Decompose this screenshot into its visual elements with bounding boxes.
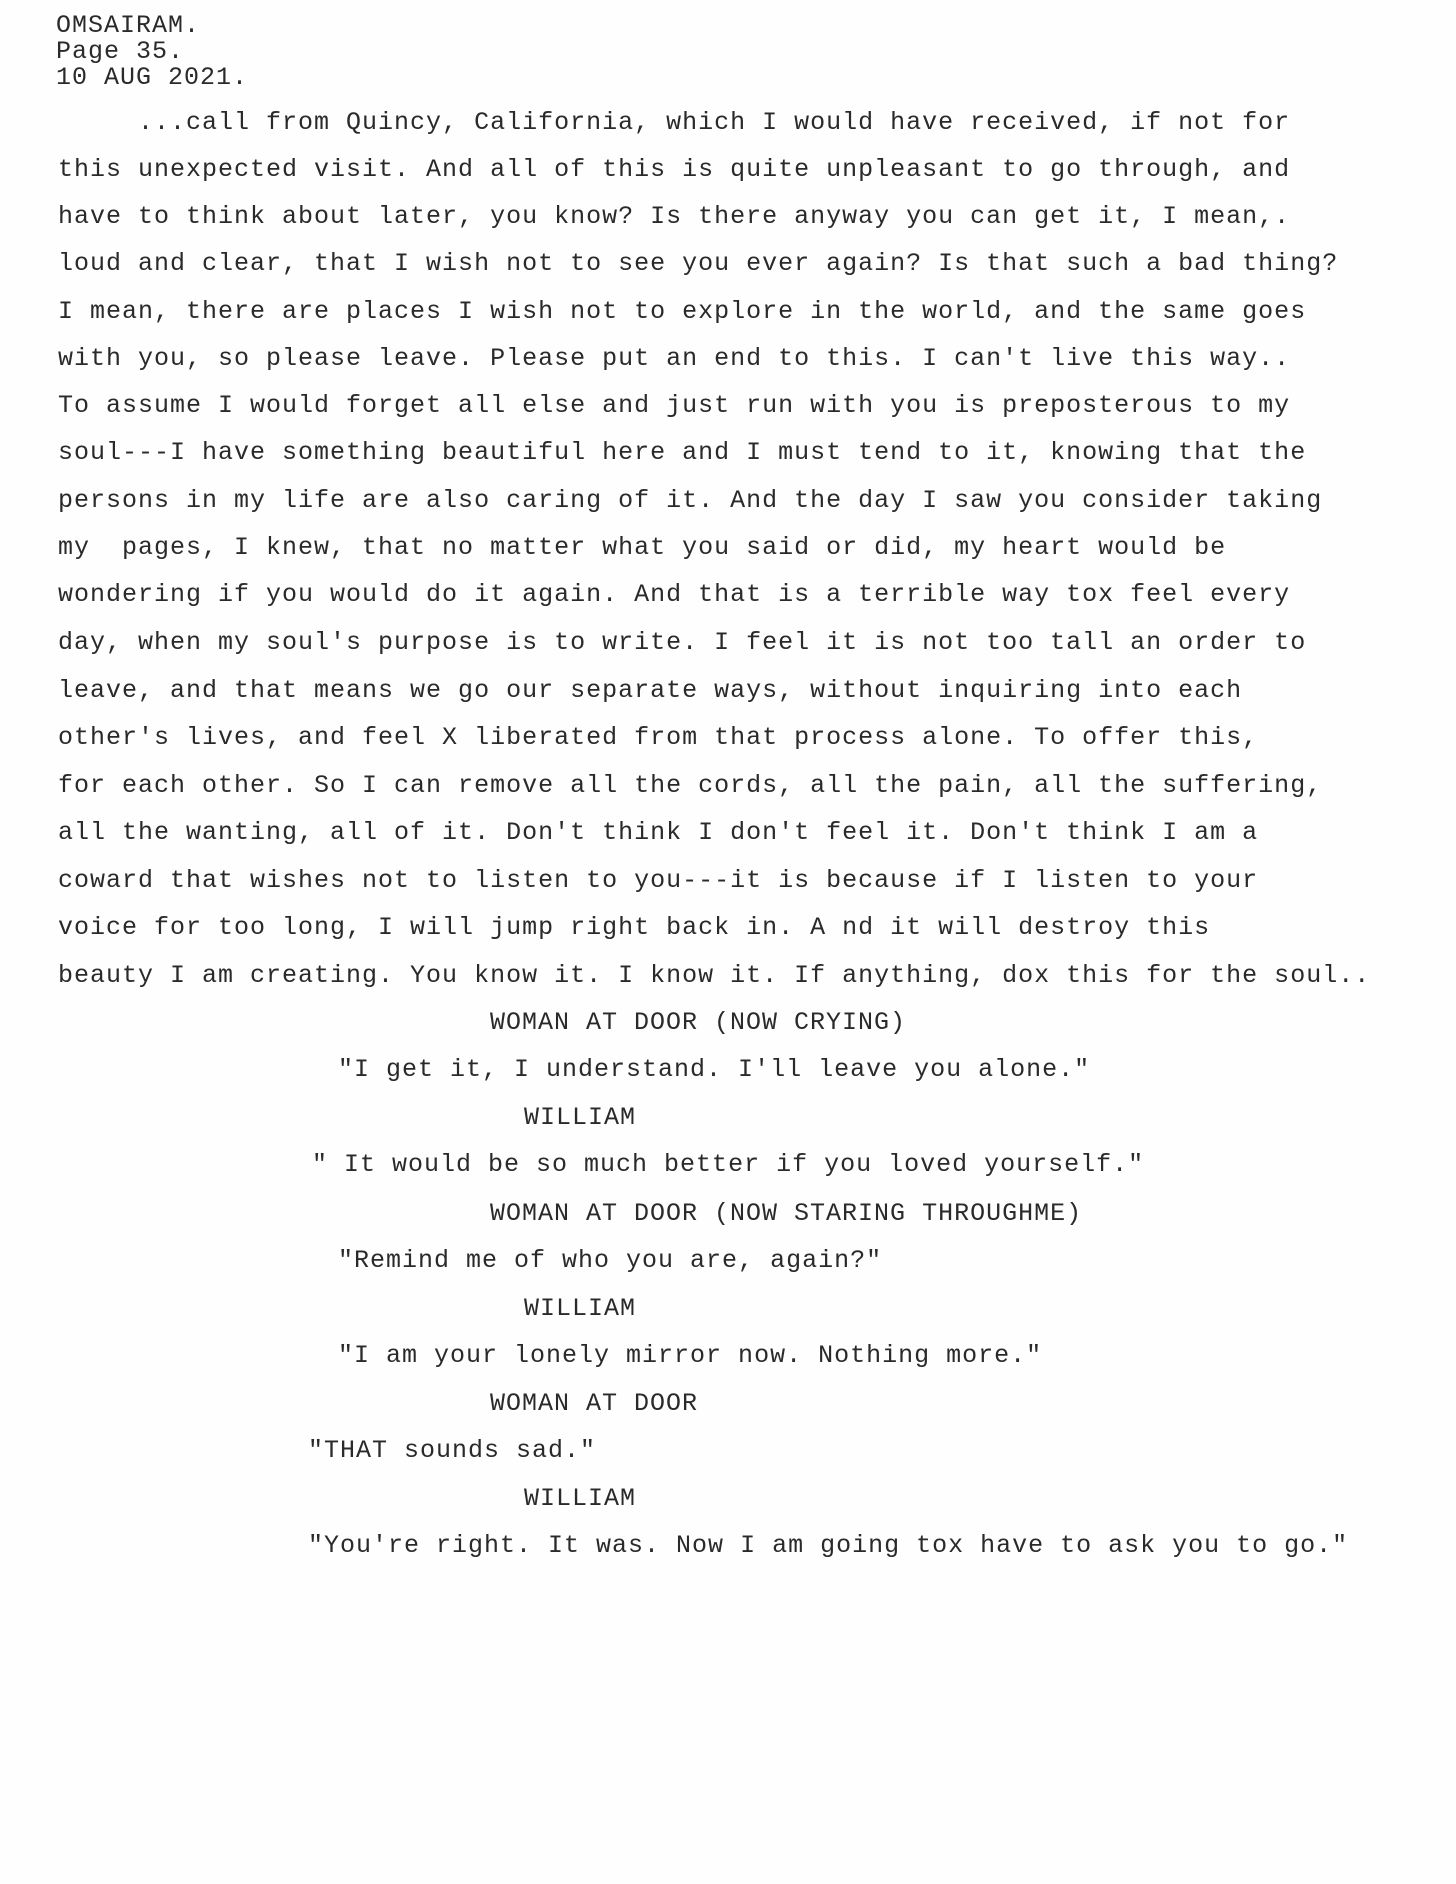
speaker-name: WOMAN AT DOOR (NOW STARING THROUGHME) [490,1199,1083,1228]
body-line: my pages, I knew, that no matter what you said or did, my heart would be [58,533,1227,562]
dialogue-line: "You're right. It was. Now I am going tox have to ask you to go." [308,1531,1349,1560]
body-line: with you, so please leave. Please put an end to this. I can't live this way.. [58,344,1291,373]
body-line: To assume I would forget all else and just run with you is preposterous to my [58,391,1291,420]
speaker-name: WILLIAM [524,1103,637,1132]
speaker-name: WILLIAM [524,1294,637,1323]
body-line: persons in my life are also caring of it. And the day I saw you consider taking [58,486,1323,515]
header-title: OMSAIRAM. [56,11,201,40]
dialogue-line: "Remind me of who you are, again?" [338,1246,883,1275]
header-date: 10 AUG 2021. [56,63,249,92]
body-line: wondering if you would do it again. And that is a terrible way tox feel every [58,580,1291,609]
body-line: other's lives, and feel X liberated from that process alone. To offer this, [58,723,1259,752]
body-line: leave, and that means we go our separate ways, without inquiring into each [58,676,1243,705]
header-page-number: Page 35. [56,37,185,66]
body-line: voice for too long, I will jump right back in. A nd it will destroy this [58,913,1211,942]
body-line: loud and clear, that I wish not to see you ever again? Is that such a bad thing? [58,249,1339,278]
body-line: beauty I am creating. You know it. I know it. If anything, dox this for the soul.. [58,961,1371,990]
dialogue-line: " It would be so much better if you loved yourself." [312,1150,1145,1179]
dialogue-line: "I get it, I understand. I'll leave you alone." [338,1055,1091,1084]
body-line: soul---I have something beautiful here and I must tend to it, knowing that the [58,438,1307,467]
body-line: coward that wishes not to listen to you---it is because if I listen to your [58,866,1259,895]
speaker-name: WILLIAM [524,1484,637,1513]
body-line: all the wanting, all of it. Don't think I don't feel it. Don't think I am a [58,818,1259,847]
speaker-name: WOMAN AT DOOR (NOW CRYING) [490,1008,907,1037]
speaker-name: WOMAN AT DOOR [490,1389,699,1418]
body-line: for each other. So I can remove all the cords, all the pain, all the suffering, [58,771,1323,800]
body-line: this unexpected visit. And all of this is quite unpleasant to go through, and [58,155,1291,184]
body-line: ...call from Quincy, California, which I would have received, if not for [58,108,1291,137]
dialogue-line: "I am your lonely mirror now. Nothing more." [338,1341,1043,1370]
body-line: have to think about later, you know? Is there anyway you can get it, I mean,. [58,202,1291,231]
dialogue-line: "THAT sounds sad." [308,1436,597,1465]
body-line: I mean, there are places I wish not to explore in the world, and the same goes [58,297,1307,326]
body-line: day, when my soul's purpose is to write. I feel it is not too tall an order to [58,628,1307,657]
